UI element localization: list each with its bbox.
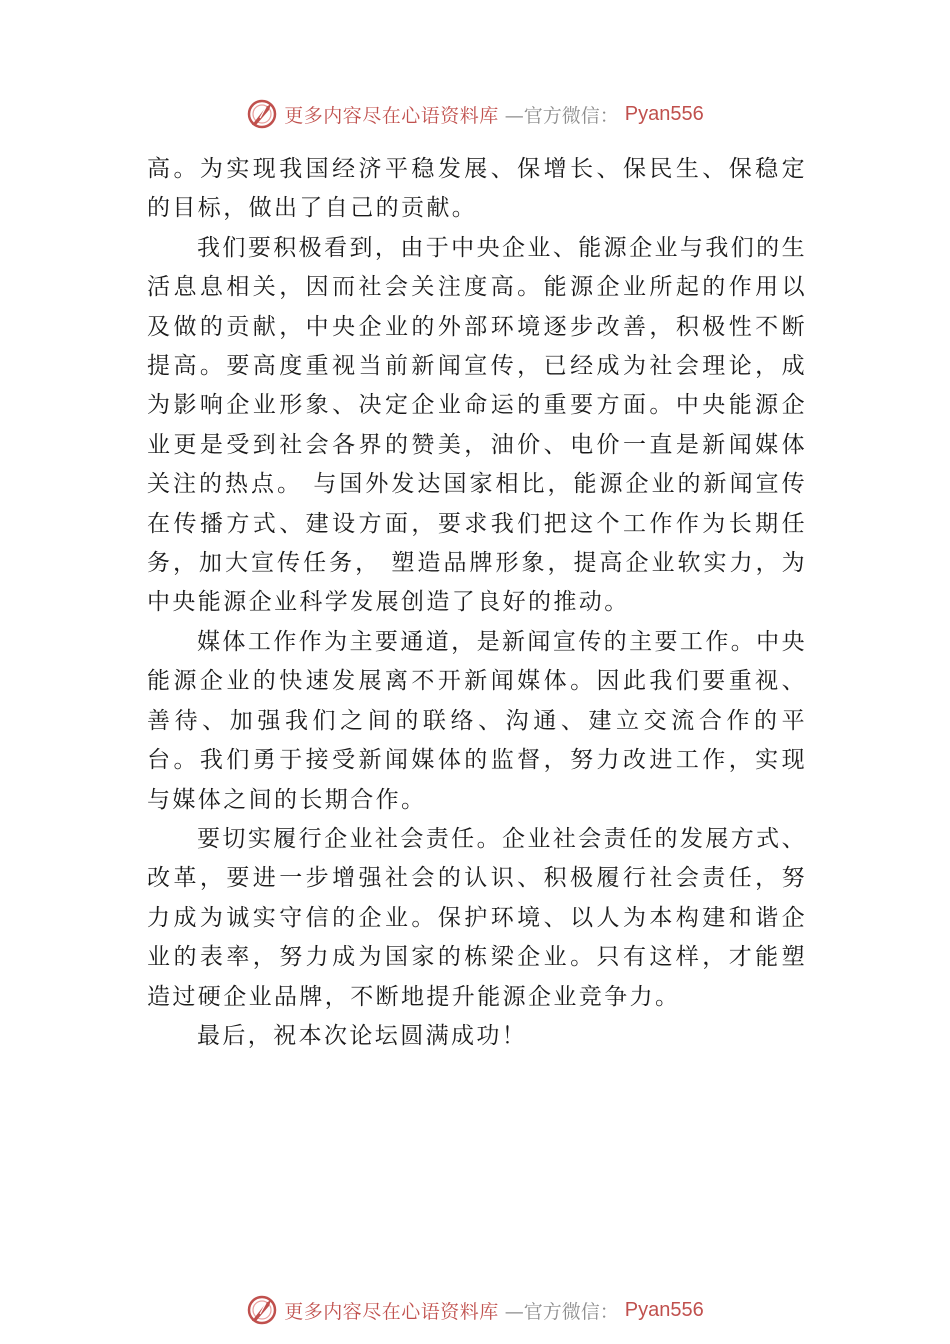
paragraph-energy-enterprises: 我们要积极看到，由于中央企业、能源企业与我们的生活息息相关，因而社会关注度高。能源企业所起的作用以及做的贡献，中央企业的外部环境逐步改善，积极性不断提高。要高度重视当前新闻宣传，已经成为社会理论，成为影响企业形象、决定企业命运的重要方面。中央能源企业更是受到社会各界的赞美，油价、电价一直是新闻媒体关注的热点。 与国外发达国家相比，能源企业的新闻宣传在传播方式、建设方面，要求我们把这个工作作为长期任务，加大宣传任务， 塑造品牌形象，提高企业软实力，为中央能源企业科学发展创造了良好的推动。 [147,234,807,616]
watermark-wechat-id: Pyan556 [624,1298,704,1321]
document-body [147,150,807,1056]
footer-watermark [0,1290,950,1330]
watermark-text: 更多内容尽在心语资料库 [284,1300,499,1323]
watermark-wechat-id: Pyan556 [624,102,704,125]
watermark-separator: —官方微信： [504,1300,619,1323]
watermark-separator: —官方微信： [504,104,619,127]
paragraph-social-responsibility: 要切实履行企业社会责任。企业社会责任的发展方式、改革，要进一步增强社会的认识、积极履行社会责任，努力成为诚实守信的企业。保护环境、以人为本构建和谐企业的表率，努力成为国家的栋梁企业。只有这样，才能塑造过硬企业品牌，不断地提升能源企业竞争力。 [147,825,807,1010]
paragraph-closing: 最后，祝本次论坛圆满成功！ [197,1022,528,1049]
header-watermark [0,94,950,134]
quill-seal-icon [246,1294,278,1326]
paragraph-continuation: 高。为实现我国经济平稳发展、保增长、保民生、保稳定的目标，做出了自己的贡献。 [147,156,807,222]
paragraph-media-work: 媒体工作作为主要通道，是新闻宣传的主要工作。中央能源企业的快速发展离不开新闻媒体。因此我们要重视、善待、加强我们之间的联络、沟通、建立交流合作的平台。我们勇于接受新闻媒体的监督，努力改进工作，实现与媒体之间的长期合作。 [147,628,807,813]
quill-seal-icon [246,98,278,130]
watermark-text: 更多内容尽在心语资料库 [284,104,499,127]
